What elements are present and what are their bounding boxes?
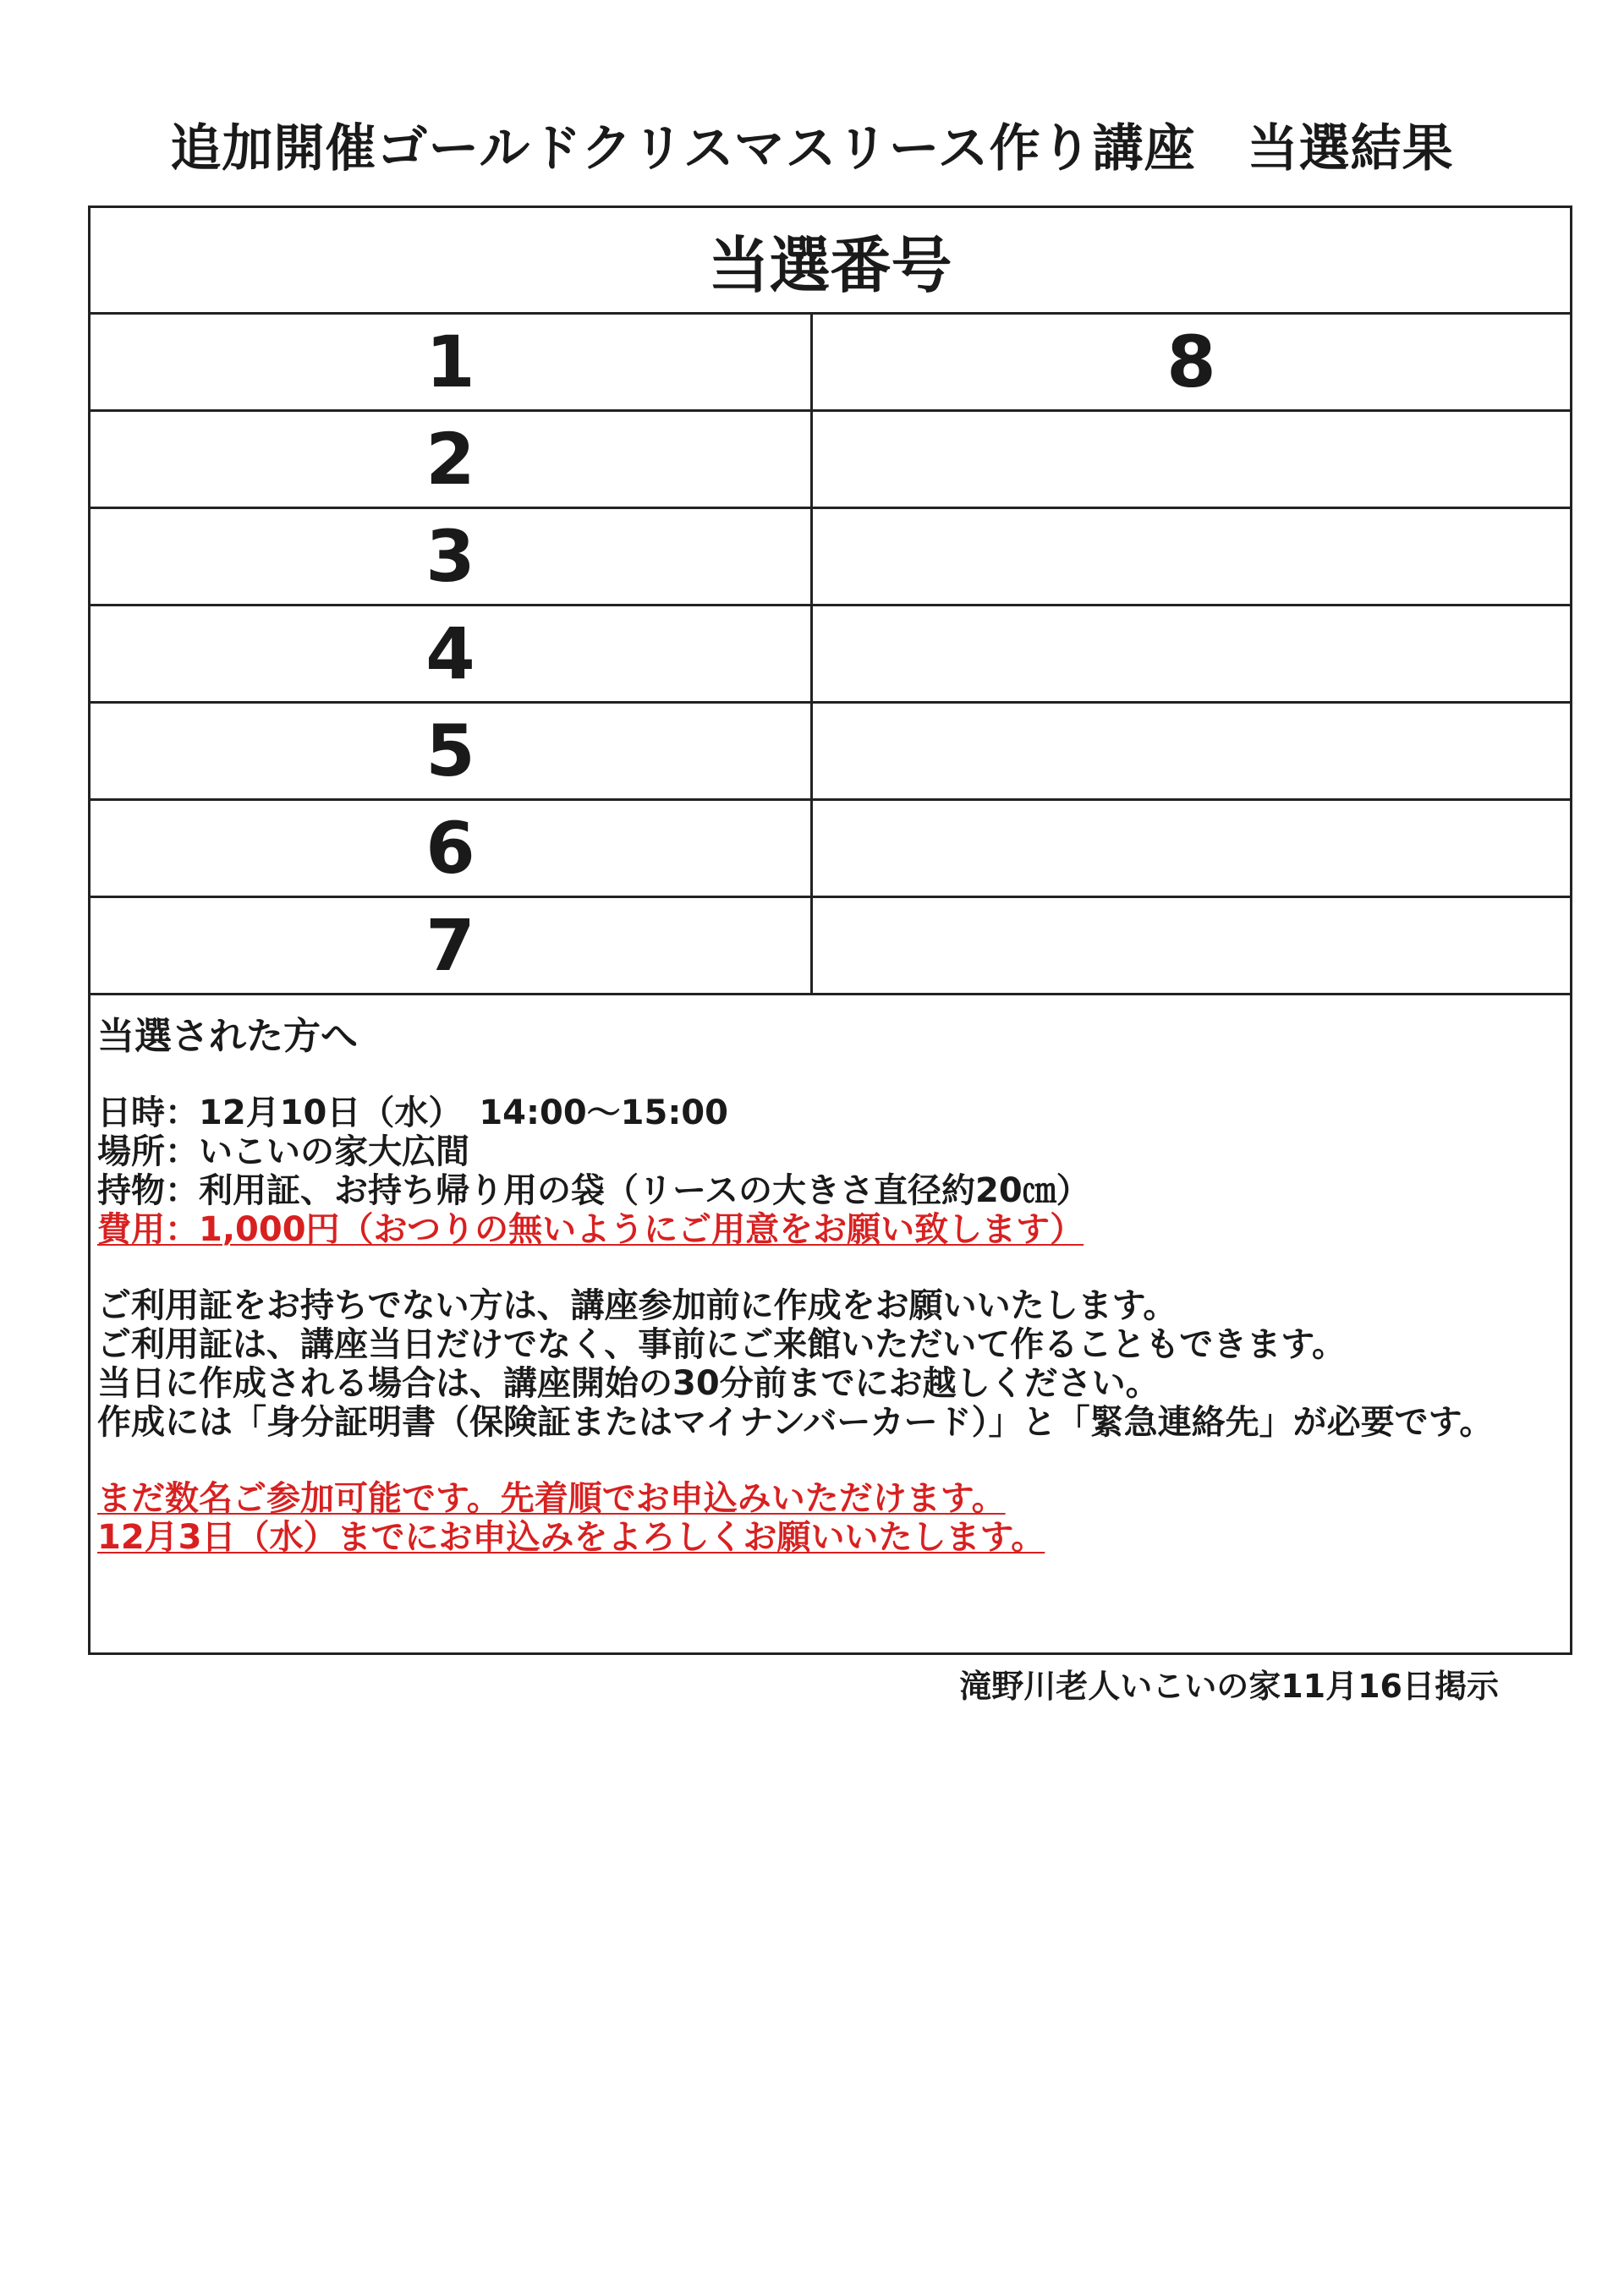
number-cell-right bbox=[813, 412, 1570, 507]
number-cell-left: 5 bbox=[91, 704, 813, 798]
winning-numbers-header: 当選番号 bbox=[91, 208, 1570, 315]
number-cell-right bbox=[813, 801, 1570, 896]
number-cell-left: 3 bbox=[91, 509, 813, 604]
posting-footer: 滝野川老人いこいの家11月16日掲示 bbox=[959, 1668, 1499, 1705]
notice-heading: 当選された方へ bbox=[97, 1015, 358, 1058]
table-row bbox=[91, 606, 1570, 704]
event-fee: 費用：1,000円（おつりの無いようにご用意をお願い致します） bbox=[97, 1210, 1084, 1249]
table-row bbox=[91, 704, 1570, 801]
card-info-line: ご利用証をお持ちでない方は、講座参加前に作成をお願いいたします。 bbox=[97, 1286, 1177, 1325]
event-location: 場所：いこいの家大広間 bbox=[97, 1132, 469, 1171]
card-info-line: 当日に作成される場合は、講座開始の30分前までにお越しください。 bbox=[97, 1364, 1160, 1403]
table-row bbox=[91, 315, 1570, 412]
availability-line: まだ数名ご参加可能です。先着順でお申込みいただけます。 bbox=[97, 1479, 1006, 1518]
number-cell-left: 1 bbox=[91, 315, 813, 409]
availability-line: 12月3日（水）までにお申込みをよろしくお願いいたします。 bbox=[97, 1518, 1045, 1557]
event-datetime: 日時：12月10日（水） 14:00～15:00 bbox=[97, 1093, 728, 1132]
card-info-line: ご利用証は、講座当日だけでなく、事前にご来館いただいて作ることもできます。 bbox=[97, 1325, 1346, 1364]
table-row bbox=[91, 801, 1570, 898]
number-cell-left: 2 bbox=[91, 412, 813, 507]
number-cell-right bbox=[813, 704, 1570, 798]
table-row bbox=[91, 412, 1570, 509]
results-table-frame bbox=[88, 205, 1572, 1655]
number-cell-left: 6 bbox=[91, 801, 813, 896]
number-cell-left: 7 bbox=[91, 898, 813, 993]
table-row bbox=[91, 509, 1570, 606]
number-cell-right bbox=[813, 509, 1570, 604]
winning-numbers-grid bbox=[91, 315, 1570, 995]
number-cell-left: 4 bbox=[91, 606, 813, 701]
table-row bbox=[91, 898, 1570, 995]
number-cell-right: 8 bbox=[1166, 321, 1216, 403]
number-cell-right bbox=[813, 606, 1570, 701]
items-to-bring: 持物：利用証、お持ち帰り用の袋（リースの大きさ直径約20㎝） bbox=[97, 1171, 1090, 1210]
card-info-line: 作成には「身分証明書（保険証またはマイナンバーカード）」と「緊急連絡先」が必要です。 bbox=[97, 1403, 1494, 1442]
page-title: 追加開催ゴールドクリスマスリース作り講座 当選結果 bbox=[170, 119, 1454, 178]
winner-notice bbox=[97, 1006, 1561, 1557]
number-cell-right bbox=[813, 898, 1570, 993]
